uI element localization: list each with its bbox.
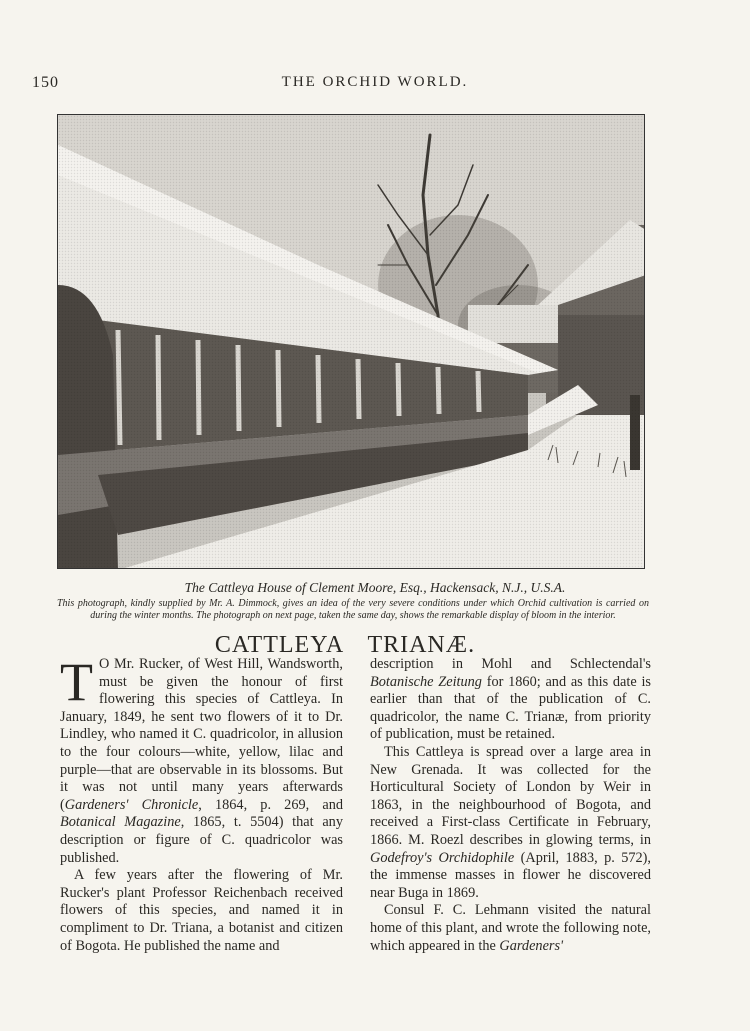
article-column-right xyxy=(370,656,651,955)
citation: Gardeners' Chronicle xyxy=(64,796,199,813)
article-column-left xyxy=(60,652,343,955)
figure-note: This photograph, kindly supplied by Mr. A. Dimmock, gives an idea of the very severe conditions under which Orchid cultivation is carried on during the winter months. The photograph on next page, taken the same day, shows the remarkable display of bloom in the interior. xyxy=(57,598,649,621)
citation: Gardeners' xyxy=(499,937,564,954)
paragraph-1 xyxy=(60,652,343,867)
paragraph-2: A few years after the flowering of Mr. Rucker's plant Professor Reichenbach received flowers of this species, and named it in compliment to Dr. Triana, a botanist and citizen of Bogota. He published the name and xyxy=(60,867,343,954)
paragraph-text: for 1860; and as this date is earlier than that of the publication of C. quadricolor, the name C. Trianæ, from priority of publication, must be retained. xyxy=(370,673,651,743)
citation: Botanische Zeitung xyxy=(370,673,482,690)
citation: Botanical Magazine xyxy=(60,814,181,831)
running-head: THE ORCHID WORLD. xyxy=(281,74,469,90)
paragraph-text: Consul F. C. Lehmann visited the natural home of this plant, and wrote the following note, which appeared in the xyxy=(370,902,651,954)
paragraph-text: This Cattleya is spread over a large area in New Grenada. It was collected for the Horticultural Society of London by Weir in 1863, in the neighbourhood of Bogota, and received a First-class Certificate in February, 1866. M. Roezl describes in glowing terms, in xyxy=(370,743,651,848)
paragraph-text: , 1864, p. 269, and xyxy=(198,796,343,813)
paragraph-3 xyxy=(370,656,651,744)
page-number: 150 xyxy=(32,74,59,91)
paragraph-text: (April, 1883, p. 572), the immense masses in flower he discovered near Buga in 1869. xyxy=(370,849,651,901)
paragraph-text: O Mr. Rucker, of West Hill, Wandsworth, must be given the honour of first flowering this species of Cattleya. In January, 1849, he sent two flowers of it to Dr. Lindley, who named it C. quadricolor, in allusion to the four colours—white, yellow, lilac and purple—that are observable in its blossoms. But it was not until many years afterwards ( xyxy=(60,656,343,813)
paragraph-text: description in Mohl and Schlectendal's xyxy=(370,656,651,672)
paragraph-4 xyxy=(370,744,651,902)
greenhouse-photograph xyxy=(57,114,645,569)
article-title: CATTLEYA TRIANÆ. xyxy=(214,632,476,658)
figure-caption: The Cattleya House of Clement Moore, Esq., Hackensack, N.J., U.S.A. xyxy=(184,580,566,595)
paragraph-5 xyxy=(370,902,651,955)
drop-cap: T xyxy=(60,652,93,712)
paragraph-text: , 1865, t. 5504) that any description or figure of C. quadricolor was published. xyxy=(60,814,343,866)
citation: Godefroy's Orchidophile xyxy=(370,849,515,866)
